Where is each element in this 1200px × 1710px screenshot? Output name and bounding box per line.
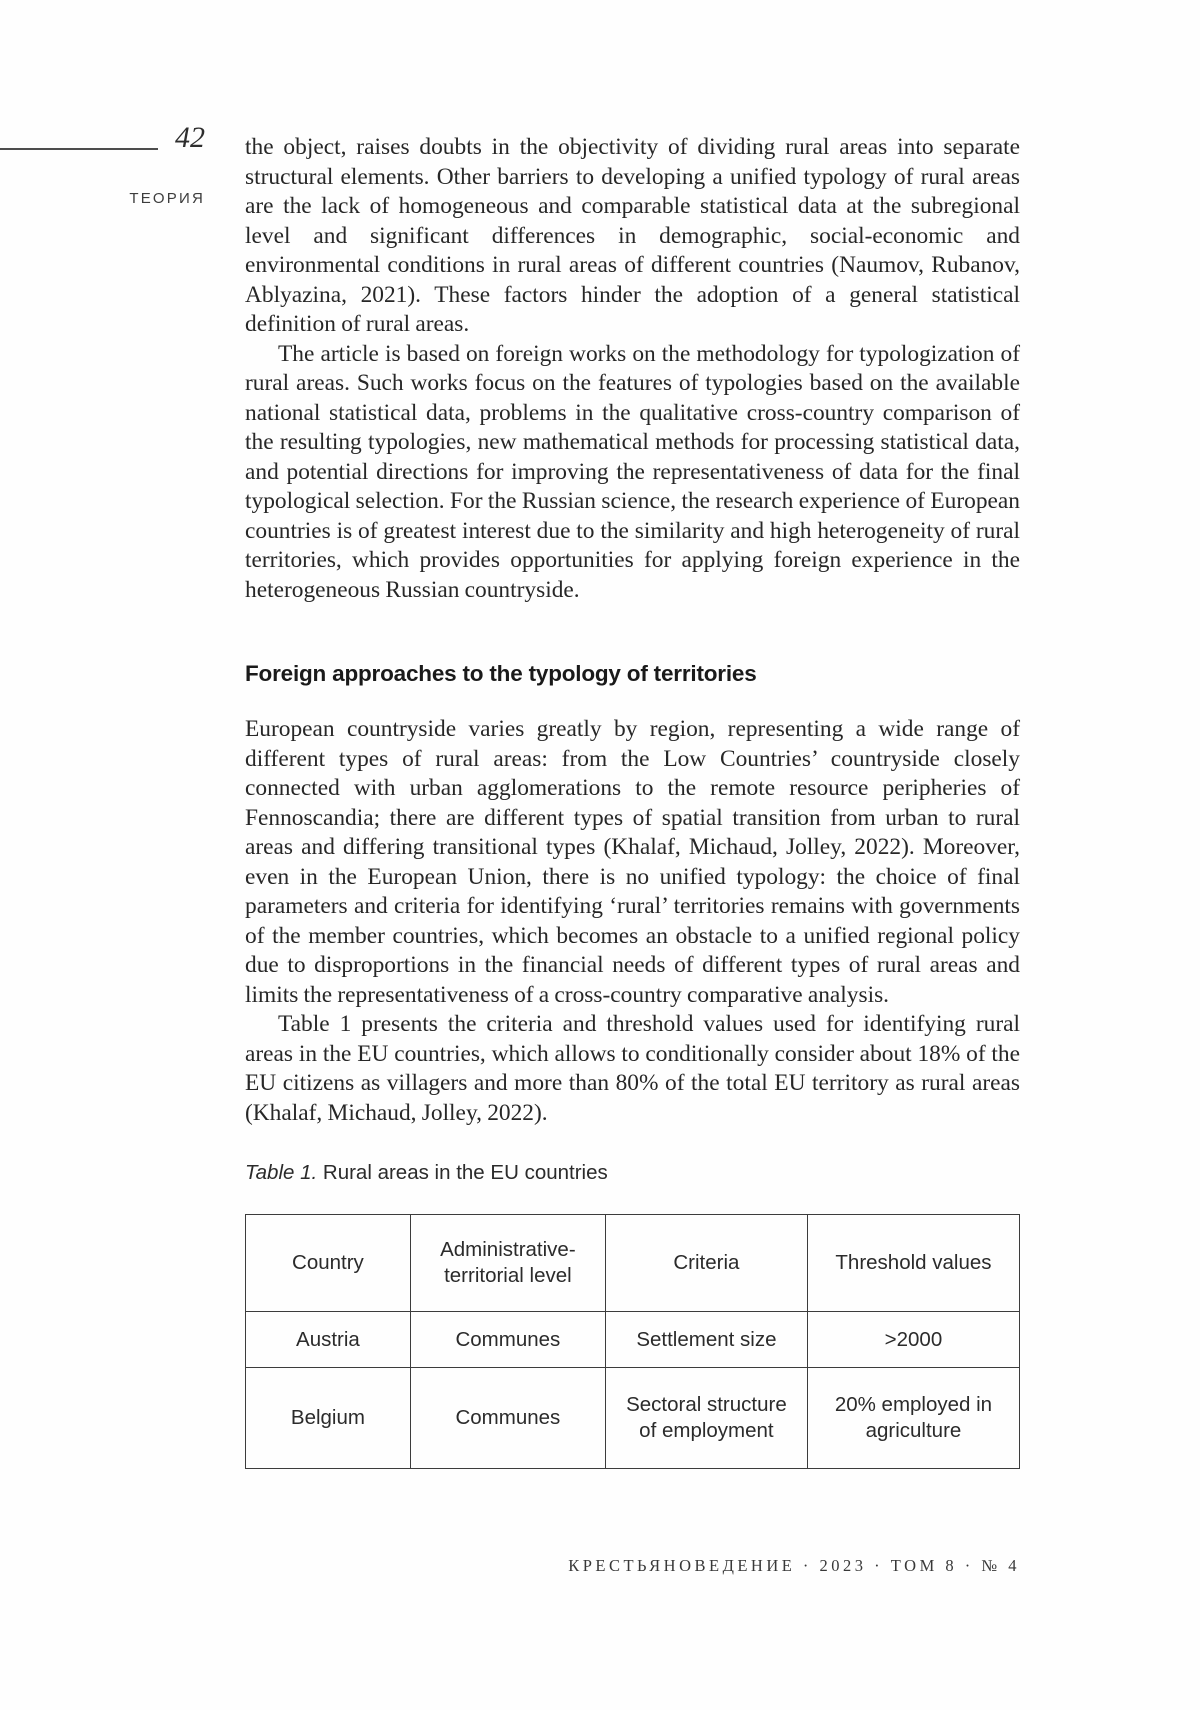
paragraph-1: the object, raises doubts in the objectivity of dividing rural areas into separate structural elements. Other barriers to developing a unified typology of rural areas are the lack of homogeneous and comparable statistical data at the subregional level and significant differences in demographic, social-economic and environmental conditions in rural areas of different countries (Naumov, Rubanov, Ablyazina, 2021). These factors hinder the adoption of a general statistical definition of rural areas. [245, 134, 1020, 337]
paragraph-3: European countryside varies greatly by region, representing a wide range of different types of rural areas: from the Low Countries’ countryside closely connected with urban agglomerations to the remote resource peripheries of Fennoscandia; there are different types of spatial transition from urban to rural areas and differing transitional types (Khalaf, Michaud, Jolley, 2022). Moreover, even in the European Union, there is no unified typology: the choice of final parameters and criteria for identifying ‘rural’ territories remains with governments of the member countries, which becomes an obstacle to a unified regional policy due to disproportions in the financial needs of different types of rural areas and limits the representativeness of a cross-country comparative analysis. [245, 716, 1020, 1008]
table-cell: Communes [410, 1312, 605, 1368]
table-caption-title: Rural areas in the EU countries [317, 1161, 608, 1184]
table-caption-label: Table 1. [245, 1161, 318, 1184]
section-heading: Foreign approaches to the typology of territories [245, 661, 757, 686]
table-row [246, 1312, 1020, 1368]
section-label: ТЕОРИЯ [129, 190, 205, 207]
table-cell: Austria [246, 1312, 411, 1368]
table-header-threshold: Threshold values [807, 1215, 1019, 1312]
table-caption [245, 1161, 1020, 1185]
table-cell: 20% employed in agriculture [807, 1368, 1019, 1469]
page-number: 42 [175, 121, 205, 154]
table-cell: Settlement size [605, 1312, 807, 1368]
table-cell: Belgium [246, 1368, 411, 1469]
table-cell: >2000 [807, 1312, 1019, 1368]
article-body [245, 133, 1020, 1469]
table-header-country: Country [246, 1215, 411, 1312]
rural-areas-table [245, 1214, 1020, 1469]
table-header-admin-level: Administrative-territorial level [410, 1215, 605, 1312]
table-row [246, 1368, 1020, 1469]
table-cell: Sectoral structure of employment [605, 1368, 807, 1469]
table-header-row [246, 1215, 1020, 1312]
paragraph-4: Table 1 presents the criteria and threshold values used for identifying rural areas in the EU countries, which allows to conditionally consider about 18% of the EU citizens as villagers and more than 80% of the total EU territory as rural areas (Khalaf, Michaud, Jolley, 2022). [245, 1011, 1020, 1126]
journal-footer: КРЕСТЬЯНОВЕДЕНИЕ · 2023 · ТОМ 8 · № 4 [568, 1556, 1020, 1575]
paragraph-2: The article is based on foreign works on the methodology for typologization of rural areas. Such works focus on the features of typologies based on the available national statistical data, problems in the qualitative cross-country comparison of the resulting typologies, new mathematical methods for processing statistical data, and potential directions for improving the representativeness of data for the final typological selection. For the Russian science, the research experience of European countries is of greatest interest due to the similarity and high heterogeneity of rural territories, which provides opportunities for applying foreign experience in the heterogeneous Russian countryside. [245, 340, 1020, 603]
table-cell: Communes [410, 1368, 605, 1469]
table-header-criteria: Criteria [605, 1215, 807, 1312]
